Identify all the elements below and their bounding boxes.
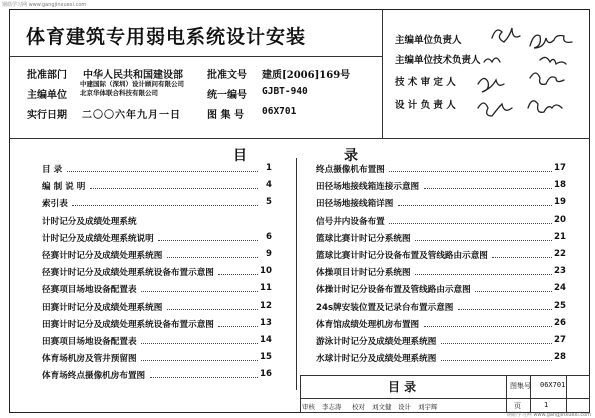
toc-left-entry-title: 目 录	[42, 165, 63, 175]
toc-right-entry-title: 体育馆成绩处理机房布置图	[316, 319, 420, 330]
title-block-row-divider	[300, 398, 590, 399]
review-row-cell: 李志涛	[322, 403, 342, 411]
title-block-atlas-value: 06X701	[540, 381, 566, 389]
toc-right-entry-title: 篮球比赛计时记分设备布置及管线路由示意图	[316, 251, 488, 261]
toc-left-entry-leader	[141, 360, 258, 361]
toc-left-entry-page: 15	[260, 352, 272, 363]
title-block-page-label: 页	[514, 402, 521, 410]
toc-left-entry-leader	[167, 309, 258, 310]
toc-right-entry-leader	[492, 257, 552, 258]
toc-right-entry[interactable]	[316, 318, 568, 330]
toc-right-entry-title: 体操项目计时记分系统图	[316, 268, 411, 279]
toc-left-entry[interactable]	[42, 335, 274, 347]
toc-right-entry[interactable]	[316, 215, 568, 227]
approval-dept-value: 中华人民共和国建设部	[83, 70, 183, 81]
toc-right-entry-page: 28	[554, 352, 566, 363]
toc-left-entry[interactable]	[42, 163, 274, 175]
toc-right-entry-page: 18	[554, 180, 566, 191]
toc-left-entry-leader	[67, 171, 258, 172]
toc-right-entry[interactable]	[316, 283, 568, 295]
atlas-title: 体育建筑专用弱电系统设计安装	[26, 26, 307, 48]
toc-left-entry[interactable]	[42, 301, 274, 313]
toc-right-entry-title: 游泳计时记分及成绩处理系统图	[316, 337, 437, 347]
toc-right-entry[interactable]	[316, 266, 568, 278]
approval-no-value: 建质[2006]169号	[262, 70, 351, 81]
toc-right-entry-title: 田径场地接线箱连接示意图	[316, 182, 420, 193]
toc-left-entry-page: 4	[266, 180, 272, 191]
toc-right-entry-leader	[415, 240, 552, 241]
toc-left-entry-page: 5	[266, 197, 272, 208]
toc-right-entry-title: 信号井内设备布置	[316, 216, 385, 227]
title-block-divider-1	[506, 375, 507, 413]
toc-left-entry[interactable]	[42, 283, 274, 295]
chief-unit-head-label: 主编单位负责人	[395, 35, 462, 46]
toc-left-entry[interactable]	[42, 215, 274, 227]
atlas-no-label: 图 集 号	[207, 110, 244, 121]
toc-right-entry-leader	[424, 326, 552, 327]
toc-left-entry-page: 10	[260, 266, 272, 277]
toc-left-entry-leader	[90, 188, 258, 189]
effective-date-value: 二〇〇六年九月一日	[82, 110, 181, 121]
toc-left-entry[interactable]	[42, 352, 274, 364]
title-block-page-value: 1	[544, 401, 549, 409]
toc-right-entry[interactable]	[316, 180, 568, 192]
toc-right-entry-page: 25	[554, 300, 566, 311]
toc-right-entry-leader	[389, 223, 552, 224]
review-row-cell: 刘文健	[372, 403, 392, 411]
atlas-no-value: 06X701	[262, 106, 297, 117]
toc-left-entry-page: 9	[266, 249, 272, 259]
toc-left-entry-title: 田赛计时记分及成绩处理系统图	[42, 302, 163, 313]
toc-right-entry-leader	[424, 188, 552, 189]
toc-right-entry-leader	[475, 291, 552, 292]
approval-no-label: 批准文号	[207, 70, 247, 81]
toc-left-entry-title: 田赛项目场地设备配置表	[42, 337, 137, 347]
unified-no-label: 统一编号	[207, 90, 247, 101]
toc-right-entry[interactable]	[316, 163, 568, 175]
toc-right-entry-page: 27	[554, 335, 566, 345]
toc-left-entry[interactable]	[42, 318, 274, 330]
unified-no-value: GJBT-940	[262, 86, 308, 97]
toc-right-entry[interactable]	[316, 249, 568, 261]
toc-left-entry-leader	[167, 257, 258, 258]
toc-right-entry-title: 体操计时记分设备布置及管线路由示意图	[316, 285, 471, 296]
chief-editor-label: 主编单位	[27, 90, 67, 101]
toc-left-entry-title: 计时记分及成绩处理系统	[42, 216, 137, 227]
watermark-left: 钢筋学习网 www.gangjinxuexi.com	[2, 2, 87, 8]
toc-left-entry[interactable]	[42, 249, 274, 261]
toc-left-entry-title: 田赛计时记分及成绩处理系统设备布置示意图	[42, 319, 214, 330]
contents-heading-right: 录	[344, 148, 358, 164]
title-block-divider-3	[566, 375, 567, 413]
title-block-name: 目 录	[388, 380, 417, 394]
toc-left-entry-title: 径赛项目场地设备配置表	[42, 285, 137, 296]
toc-left-entry[interactable]	[42, 266, 274, 278]
toc-right-entry-page: 26	[554, 317, 566, 328]
toc-right-entry-title: 终点摄像机布置图	[316, 165, 385, 175]
toc-right-entry[interactable]	[316, 301, 568, 313]
toc-left-entry-title: 径赛计时记分及成绩处理系统图	[42, 251, 163, 261]
toc-right-entry-leader	[398, 205, 552, 206]
toc-left-entry-title: 体育场机房及管井预留图	[42, 354, 137, 365]
design-head-label: 设 计 负 责 人	[395, 100, 456, 111]
toc-right-entry-title: 水球计时记分及成绩处理系统图	[316, 354, 437, 365]
toc-right-entry-leader	[415, 274, 552, 275]
chief-tech-head-label: 主编单位技术负责人	[395, 55, 481, 66]
review-row-cell: 审核	[302, 403, 315, 411]
approval-dept-label: 批准部门	[27, 70, 67, 81]
toc-left-entry-leader	[158, 240, 258, 241]
effective-date-label: 实行日期	[27, 110, 67, 121]
toc-right-entry[interactable]	[316, 197, 568, 209]
toc-right-entry-title: 24s牌安装位置及记录台布置示意图	[316, 302, 454, 313]
toc-left-entry[interactable]	[42, 232, 274, 244]
toc-right-entry-leader	[458, 309, 552, 310]
contents-column-divider	[296, 158, 297, 390]
toc-right-entry-page: 24	[554, 283, 566, 294]
toc-left-entry-page: 13	[260, 317, 272, 328]
toc-left-entry-title: 径赛计时记分及成绩处理系统设备布置示意图	[42, 268, 214, 279]
toc-left-entry-page: 12	[260, 300, 272, 311]
toc-left-entry-leader	[141, 343, 258, 344]
toc-left-entry-title: 编 制 说 明	[42, 182, 86, 193]
toc-right-entry-title: 田径场地接线箱详图	[316, 199, 394, 210]
toc-right-entry-page: 20	[554, 214, 566, 225]
review-row-cell: 设计	[398, 403, 411, 411]
review-row-cell: 刘宇辉	[418, 403, 438, 411]
chief-editor-line2: 北京华体联合科技有限公司	[80, 89, 158, 97]
toc-right-entry-title: 篮球比赛计时记分系统图	[316, 233, 411, 244]
toc-right-entry-page: 19	[554, 197, 566, 208]
signatures-drawing	[470, 18, 588, 128]
toc-right-entry-page: 21	[554, 231, 566, 242]
review-row-cell: 校对	[352, 403, 365, 411]
title-underline	[9, 56, 382, 57]
title-block-atlas-label: 图集号	[510, 382, 531, 390]
toc-left-entry-page: 6	[266, 231, 272, 242]
toc-left-entry[interactable]	[42, 197, 274, 209]
toc-right-entry-leader	[441, 343, 552, 344]
toc-right-entry-page: 22	[554, 249, 566, 259]
toc-left-entry-page: 14	[260, 335, 272, 345]
toc-left-entry-leader	[141, 291, 258, 292]
contents-heading-left: 目	[233, 148, 247, 164]
watermark-right: 钢筋学习网 www.gangjinxuexi.com	[506, 412, 591, 418]
toc-left-entry-page: 1	[266, 163, 272, 173]
toc-right-entry[interactable]	[316, 335, 568, 347]
toc-left-entry-leader	[150, 377, 258, 378]
header-vertical-divider	[382, 9, 383, 138]
toc-right-entry-leader	[441, 360, 552, 361]
toc-right-entry-page: 17	[554, 163, 566, 173]
toc-right-entry-leader	[389, 171, 552, 172]
toc-left-entry-page: 16	[260, 369, 272, 380]
header-divider	[9, 138, 590, 139]
toc-left-entry[interactable]	[42, 369, 274, 381]
toc-right-entry[interactable]	[316, 232, 568, 244]
toc-left-entry[interactable]	[42, 180, 274, 192]
chief-editor-line1: 中建国际（深圳）设计顾问有限公司	[80, 80, 184, 88]
toc-right-entry-page: 23	[554, 266, 566, 277]
toc-left-entry-leader	[72, 205, 258, 206]
toc-left-entry-title: 索引表	[42, 199, 68, 210]
toc-right-entry[interactable]	[316, 352, 568, 364]
tech-reviewer-label: 技 术 审 定 人	[395, 77, 456, 88]
toc-left-entry-page: 11	[260, 283, 272, 294]
toc-left-entry-title: 计时记分及成绩处理系统说明	[42, 233, 154, 244]
toc-left-entry-title: 体育场终点摄像机房布置图	[42, 371, 146, 382]
